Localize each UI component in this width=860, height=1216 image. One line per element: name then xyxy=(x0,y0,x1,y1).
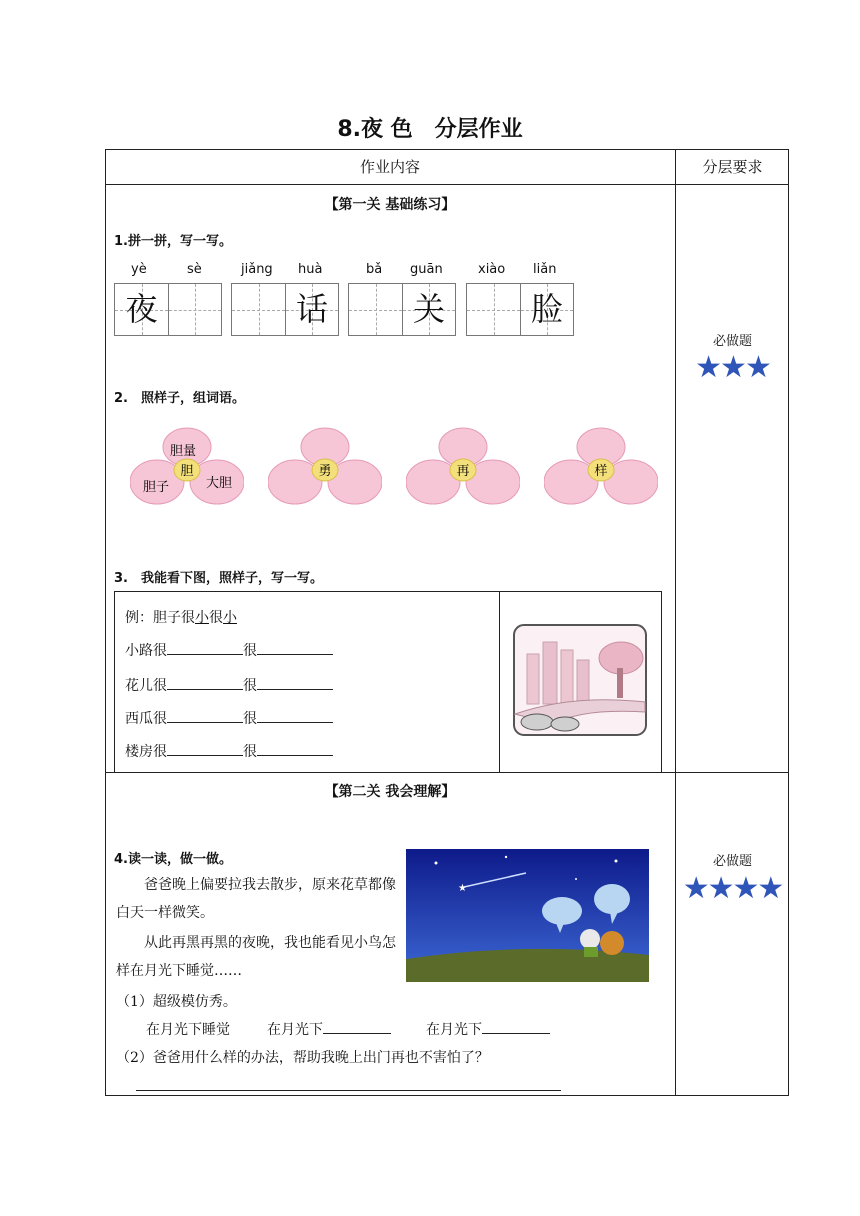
answer-line[interactable] xyxy=(136,1090,561,1091)
writing-grid xyxy=(114,283,222,336)
pinyin: huà xyxy=(298,262,323,277)
pinyin: yè xyxy=(131,262,147,277)
blank[interactable] xyxy=(167,675,243,690)
star-rating: ★★★ xyxy=(695,350,770,385)
answer-row: 小路很 很 xyxy=(125,640,333,660)
grid-cell[interactable] xyxy=(232,284,285,335)
city-illustration xyxy=(513,624,647,736)
requirement-label: 必做题 xyxy=(712,854,752,869)
grid-cell[interactable] xyxy=(168,284,221,335)
writing-grid xyxy=(348,283,456,336)
blank[interactable] xyxy=(167,708,243,723)
blank[interactable] xyxy=(257,640,333,655)
sub-question: （2）爸爸用什么样的办法，帮助我晚上出门再也不害怕了？ xyxy=(116,1050,489,1066)
imitation-example: 在月光下睡觉 xyxy=(146,1022,230,1038)
flower-illustration xyxy=(130,424,244,510)
flower-center: 再 xyxy=(456,464,470,479)
svg-text:★: ★ xyxy=(458,883,467,894)
pinyin: liǎn xyxy=(533,262,557,277)
requirement-label: 必做题 xyxy=(712,334,752,349)
flower-center: 勇 xyxy=(318,464,332,479)
reading-paragraph: 从此再黑再黑的夜晚，我也能看见小鸟怎样在月光下睡觉…… xyxy=(116,935,396,979)
q1-label: 1.拼一拼，写一写。 xyxy=(114,234,232,249)
grid-cell[interactable]: 话 xyxy=(285,284,338,335)
pinyin: xiào xyxy=(478,262,506,277)
flower-center: 样 xyxy=(594,464,608,479)
blank[interactable] xyxy=(257,675,333,690)
q2-label: 2. 照样子，组词语。 xyxy=(114,391,245,406)
section1-title: 【第一关 基础练习】 xyxy=(324,197,456,213)
section2-title: 【第二关 我会理解】 xyxy=(324,784,456,800)
grid-cell[interactable]: 关 xyxy=(402,284,455,335)
column-divider xyxy=(675,149,676,1096)
flower-word: 胆子 xyxy=(142,480,170,495)
flower-illustration xyxy=(406,424,520,510)
grid-cell[interactable] xyxy=(349,284,402,335)
header-content: 作业内容 xyxy=(359,158,420,176)
flower-illustration xyxy=(544,424,658,510)
flower-center: 胆 xyxy=(180,464,194,479)
flower-word: 大胆 xyxy=(205,476,233,491)
q4-label: 4.读一读，做一做。 xyxy=(114,852,232,867)
q3-label: 3. 我能看下图，照样子，写一写。 xyxy=(114,571,323,586)
blank[interactable] xyxy=(257,741,333,756)
writing-grid xyxy=(231,283,339,336)
blank[interactable] xyxy=(257,708,333,723)
imitation-row: 在月光下 xyxy=(426,1019,550,1039)
blank[interactable] xyxy=(167,640,243,655)
pinyin: sè xyxy=(187,262,202,277)
answer-row: 楼房很 很 xyxy=(125,741,333,761)
grid-cell[interactable]: 脸 xyxy=(520,284,573,335)
imitation-row: 在月光下 xyxy=(267,1019,391,1039)
answer-row: 西瓜很 很 xyxy=(125,708,333,728)
flower-illustration xyxy=(268,424,382,510)
blank[interactable] xyxy=(167,741,243,756)
page-title: 8.夜 色 分层作业 xyxy=(337,117,523,142)
blank[interactable] xyxy=(482,1019,550,1034)
writing-grid xyxy=(466,283,574,336)
header-requirement: 分层要求 xyxy=(702,158,763,176)
answer-row: 花儿很 很 xyxy=(125,675,333,695)
sub-question: （1）超级模仿秀。 xyxy=(116,994,237,1010)
grid-cell[interactable] xyxy=(467,284,520,335)
grid-cell[interactable]: 夜 xyxy=(115,284,168,335)
star-rating: ★★★★ xyxy=(682,871,783,906)
pinyin: guān xyxy=(410,262,443,277)
night-sky-illustration xyxy=(406,849,649,982)
blank[interactable] xyxy=(323,1019,391,1034)
pinyin: jiǎng xyxy=(241,262,273,277)
flower-word: 胆量 xyxy=(169,444,197,459)
pinyin: bǎ xyxy=(366,262,383,277)
reading-paragraph: 爸爸晚上偏要拉我去散步，原来花草都像白天一样微笑。 xyxy=(116,877,396,921)
q3-box-divider xyxy=(499,591,500,773)
example-line: 例：胆子很小很小 xyxy=(125,610,237,626)
